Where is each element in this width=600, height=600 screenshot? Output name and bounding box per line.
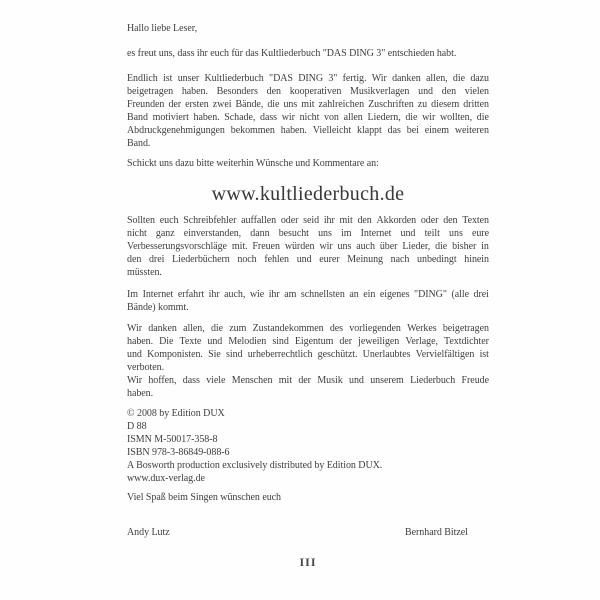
paragraph-line: Abdruckgenehmigungen bekommen haben. Vielleicht klappt das bei einem weiteren (127, 125, 489, 136)
paragraph-line: Band motiviert haben. Schade, dass wir nicht von allen Liedern, die wir wollten, die (127, 112, 489, 123)
intro-line: es freut uns, dass ihr euch für das Kultliederbuch "DAS DING 3" entschieden habt. (127, 48, 457, 59)
paragraph-line: haben. Die Texte und Melodien sind Eigentum der jeweiligen Verlage, Textdichter (127, 336, 489, 347)
imprint-block (127, 407, 489, 485)
catalog-number-line: D 88 (127, 421, 147, 432)
paragraph-line: den drei Liederbüchern noch fehlen und eurer Meinung nach unbedingt hinein (127, 254, 489, 265)
paragraph-thanks (127, 72, 489, 150)
signature-row (127, 526, 489, 539)
paragraph-line: Im Internet erfahrt ihr auch, wie ihr am schnellsten an ein eigenes "DING" (alle drei (127, 289, 489, 300)
paragraph-line: haben. (127, 388, 154, 399)
paragraph-line: Wir hoffen, dass viele Menschen mit der Musik und unserem Liederbuch Freude (127, 375, 489, 386)
closing-line: Viel Spaß beim Singen wünschen euch (127, 492, 282, 503)
page-number: III (299, 555, 317, 569)
paragraph-rights (127, 322, 489, 374)
paragraph-line: und Komponisten. Sie sind urheberrechtlich geschützt. Unerlaubtes Vervielfältigen ist (127, 349, 489, 360)
paragraph-line: beigetragen haben. Besonders den kooperativen Musikverlagen und den vielen (127, 86, 489, 97)
paragraph-line: Freunden der ersten zwei Bände, die uns mit zahlreichen Zuschriften zu diesem dritten (127, 99, 489, 110)
salutation-line: Hallo liebe Leser, (127, 23, 198, 34)
paragraph-line: Band. (127, 138, 151, 149)
paragraph-line: verboten. (127, 362, 165, 373)
paragraph-internet (127, 288, 489, 314)
paragraph-line: Endlich ist unser Kultliederbuch "DAS DING 3" fertig. Wir danken allen, die dazu (127, 73, 489, 84)
paragraph-feedback (127, 214, 489, 279)
paragraph-line: Sollten euch Schreibfehler auffallen oder seid ihr mit den Akkorden oder den Texten (127, 215, 489, 226)
paragraph-hope (127, 374, 489, 400)
ismn-line: ISMN M-50017-358-8 (127, 434, 218, 445)
paragraph-line: Verbesserungsvorschläge mit. Freuen würden wir uns auch über Lieder, die bisher in (127, 241, 489, 252)
distribution-line: A Bosworth production exclusively distributed by Edition DUX. (127, 460, 383, 471)
paragraph-line: nicht ganz einverstanden, dann besucht uns im Internet und teilt uns eure (127, 228, 489, 239)
paragraph-line: Wir danken allen, die zum Zustandekommen des vorliegenden Werkes beigetragen (127, 323, 489, 334)
isbn-line: ISBN 978-3-86849-088-6 (127, 447, 230, 458)
website-lead-line: Schickt uns dazu bitte weiterhin Wünsche und Kommentare an: (127, 158, 379, 169)
website-url-heading: www.kultliederbuch.de (211, 183, 405, 205)
signature-left: Andy Lutz (127, 527, 170, 538)
publisher-url-line: www.dux-verlag.de (127, 473, 205, 484)
signature-right: Bernhard Bitzel (405, 527, 468, 538)
paragraph-line: Bände) kommt. (127, 302, 189, 313)
paragraph-line: müssten. (127, 267, 162, 278)
copyright-line: © 2008 by Edition DUX (127, 408, 225, 419)
